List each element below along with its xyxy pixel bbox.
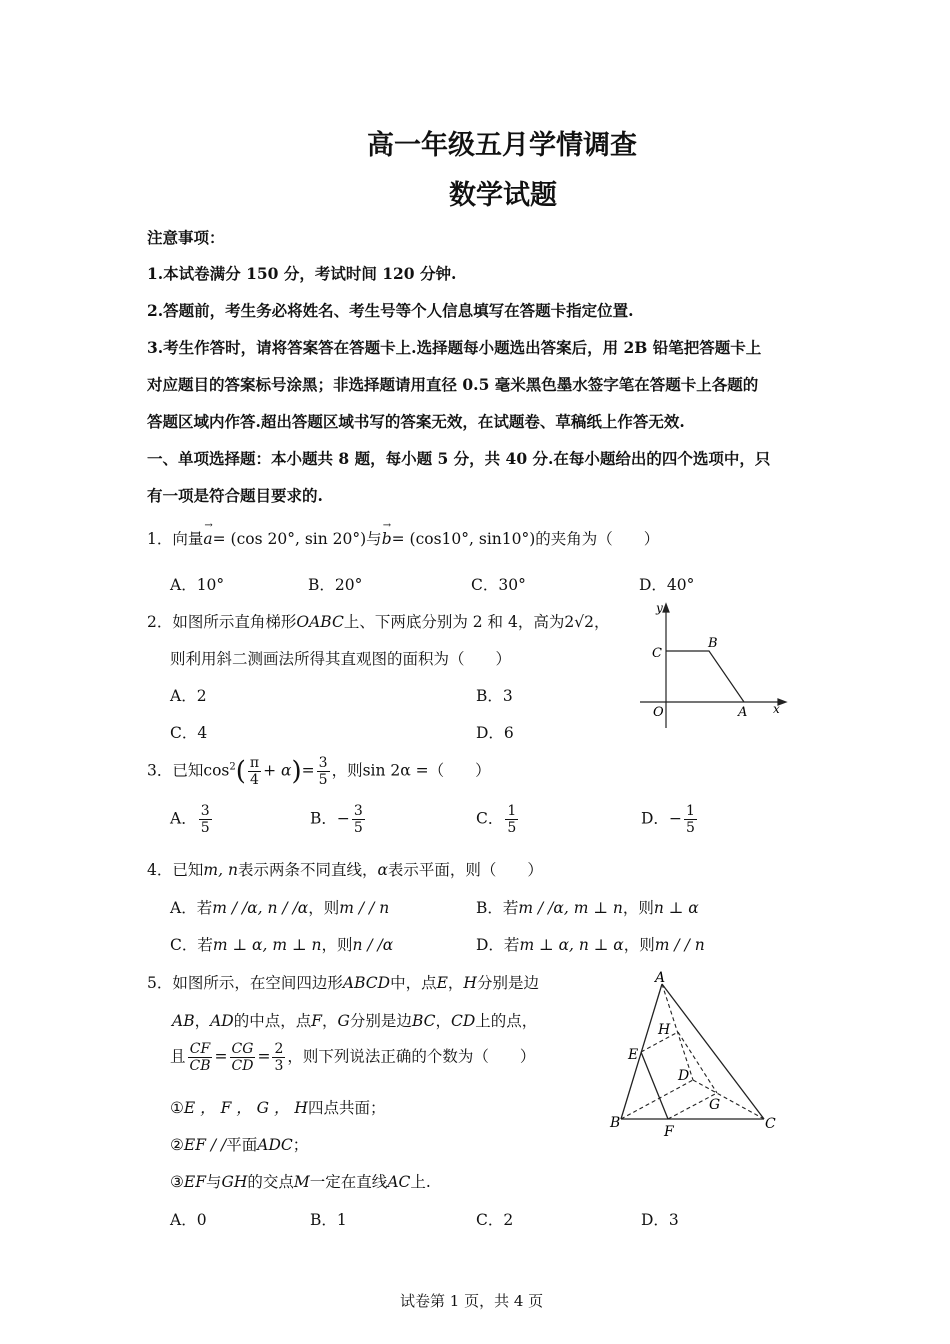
q1-option-a: A．10° — [170, 576, 225, 594]
question-1 — [147, 520, 660, 549]
question-2-line-1 — [147, 610, 609, 632]
label-H: H — [658, 1022, 671, 1038]
q3-option-c: C． $\frac{1}{5}$ — [476, 803, 517, 836]
label-O: O — [653, 705, 664, 720]
q2-option-a: A．2 — [170, 687, 207, 705]
notes-item-3-line-2: 对应题目的答案标号涂黑；非选择题请用直径 0.5 毫米黑色墨水签字笔在答题卡上各题的 — [147, 375, 759, 394]
label-G: G — [709, 1097, 721, 1113]
q4-option-a: A．若m / /α, n / /α，则m / / n — [170, 899, 390, 917]
page-footer: 试卷第 1 页，共 4 页 — [400, 1292, 544, 1310]
target-expression: sin 2α = — [362, 761, 429, 780]
q4-option-d: D．若m ⊥ α, n ⊥ α，则m / / n — [476, 936, 705, 954]
label-B: B — [708, 636, 718, 651]
label-A: A — [738, 705, 748, 720]
question-5-statement-1: ①E ， F ， G ， H四点共面； — [170, 1099, 386, 1117]
question-number: 3． — [147, 761, 173, 780]
vector-b-expression: = (cos10°, sin10°) — [391, 530, 536, 548]
vector-b: → b — [381, 520, 392, 548]
label-D: D — [678, 1068, 690, 1084]
line-variables: m, n — [203, 861, 238, 879]
question-2-line-2: 则利用斜二测画法所得其直观图的面积为（ ） — [170, 650, 512, 668]
q3-option-a: A． $\frac{3}{5}$ — [170, 803, 210, 836]
question-text: 如图所示直角梯形 — [172, 613, 297, 631]
q3-option-d: D．− $\frac{1}{5}$ — [641, 803, 695, 836]
q2-option-b: B．3 — [476, 687, 513, 705]
tetrahedron-figure — [608, 970, 788, 1140]
q1-option-c: C．30° — [471, 576, 526, 594]
equals: = — [301, 761, 315, 780]
q1-option-d: D．40° — [639, 576, 695, 594]
q2-option-c: C．4 — [170, 724, 208, 742]
question-text: 与 — [366, 530, 382, 548]
notes-heading: 注意事项： — [147, 228, 225, 247]
q2-option-d: D．6 — [476, 724, 514, 742]
question-text: 已知 — [172, 761, 204, 780]
question-text: 的夹角为（ ） — [535, 530, 660, 548]
plane-alpha: α — [377, 861, 388, 879]
label-y: y — [656, 601, 663, 615]
edge-EF — [641, 1052, 668, 1119]
question-text: 上、下两底分别为 2 和 4，高为 — [343, 613, 565, 631]
q5-option-d: D．3 — [641, 1211, 679, 1229]
question-text: ，则 — [331, 761, 363, 780]
question-4 — [147, 858, 543, 880]
y-axis-arrow — [663, 604, 669, 612]
q4-option-b: B．若m / /α, m ⊥ n，则n ⊥ α — [476, 899, 699, 917]
q1-option-b: B．20° — [308, 576, 363, 594]
notes-item-3-line-1: 3.考生作答时，请将答案答在答题卡上.选择题每小题选出答案后，用 2B 铅笔把答题卡上 — [147, 338, 762, 357]
question-5-line-2: AB，AD的中点，点F，G分别是边BC，CD上的点， — [172, 1012, 538, 1030]
notes-item-3-line-3: 答题区域内作答.超出答题区域书写的答案无效，在试题卷、草稿纸上作答无效. — [147, 412, 685, 431]
square-exponent: 2 — [229, 761, 236, 773]
exam-title: 高一年级五月学情调查 — [367, 130, 637, 161]
label-B: B — [610, 1115, 621, 1131]
notes-item-2: 2.答题前，考生务必将姓名、考生号等个人信息填写在答题卡指定位置. — [147, 301, 634, 320]
question-number: 4． — [147, 861, 173, 879]
edge-BD — [621, 1080, 693, 1119]
q5-option-a: A．0 — [170, 1211, 207, 1229]
label-C: C — [765, 1116, 776, 1132]
trapezoid-outline — [666, 651, 744, 702]
question-5-line-3: 且 $\frac{CF}{CB}$ = $\frac{CG}{CD}$ = $\frac{2}{3}$ ，则下列说法正确的个数为（ ） — [170, 1041, 536, 1074]
fraction-pi-over-4: $\frac{\pi}{4}$ — [249, 755, 260, 788]
question-5-statement-2: ②EF / /平面ADC； — [170, 1136, 309, 1154]
vector-a: → a — [203, 520, 213, 548]
question-5-statement-3: ③EF与GH的交点M一定在直线AC上. — [170, 1173, 431, 1191]
label-x: x — [773, 702, 780, 716]
q5-option-b: B．1 — [310, 1211, 347, 1229]
vector-a-expression: = (cos 20°, sin 20°) — [212, 530, 367, 548]
question-5-line-1: 5．如图所示，在空间四边形ABCD中，点E，H分别是边 — [147, 974, 539, 992]
fraction-3-over-5: $\frac{3}{5}$ — [318, 755, 328, 788]
section-heading-line-1: 一、单项选择题：本小题共 8 题，每小题 5 分，共 40 分.在每小题给出的四个选项中，只 — [147, 449, 771, 468]
question-text: 已知 — [172, 861, 204, 879]
question-number: 2． — [147, 613, 173, 631]
trapezoid-figure — [640, 600, 790, 730]
answer-paren: （ ） — [428, 761, 491, 780]
plus-alpha: + α — [263, 761, 292, 780]
label-E: E — [628, 1047, 639, 1063]
question-number: 5． — [147, 974, 173, 992]
label-F: F — [664, 1124, 674, 1140]
question-3: 3．已知$\cos^2$( $\frac{\pi}{4}$ + α)= $\frac{3}{5}$ ，则sin 2α =（ ） — [147, 755, 491, 788]
exam-subject: 数学试题 — [449, 180, 557, 211]
height-value: 2√2 — [564, 613, 594, 631]
q4-option-c: C．若m ⊥ α, m ⊥ n，则n / /α — [170, 936, 394, 954]
section-heading-line-2: 有一项是符合题目要求的. — [147, 486, 323, 505]
label-A: A — [655, 970, 666, 986]
label-C: C — [652, 646, 662, 661]
question-text: 表示平面，则（ ） — [387, 861, 543, 879]
question-text: 向量 — [172, 530, 204, 548]
cos-label: cos — [203, 761, 230, 780]
question-number: 1． — [147, 530, 173, 548]
q3-option-b: B．− $\frac{3}{5}$ — [310, 803, 363, 836]
question-text: ， — [593, 613, 610, 631]
notes-item-1: 1.本试卷满分 150 分，考试时间 120 分钟. — [147, 264, 457, 283]
edge-CD — [693, 1080, 764, 1119]
question-text: 表示两条不同直线， — [237, 861, 378, 879]
shape-label: OABC — [296, 613, 344, 631]
q5-option-c: C．2 — [476, 1211, 514, 1229]
